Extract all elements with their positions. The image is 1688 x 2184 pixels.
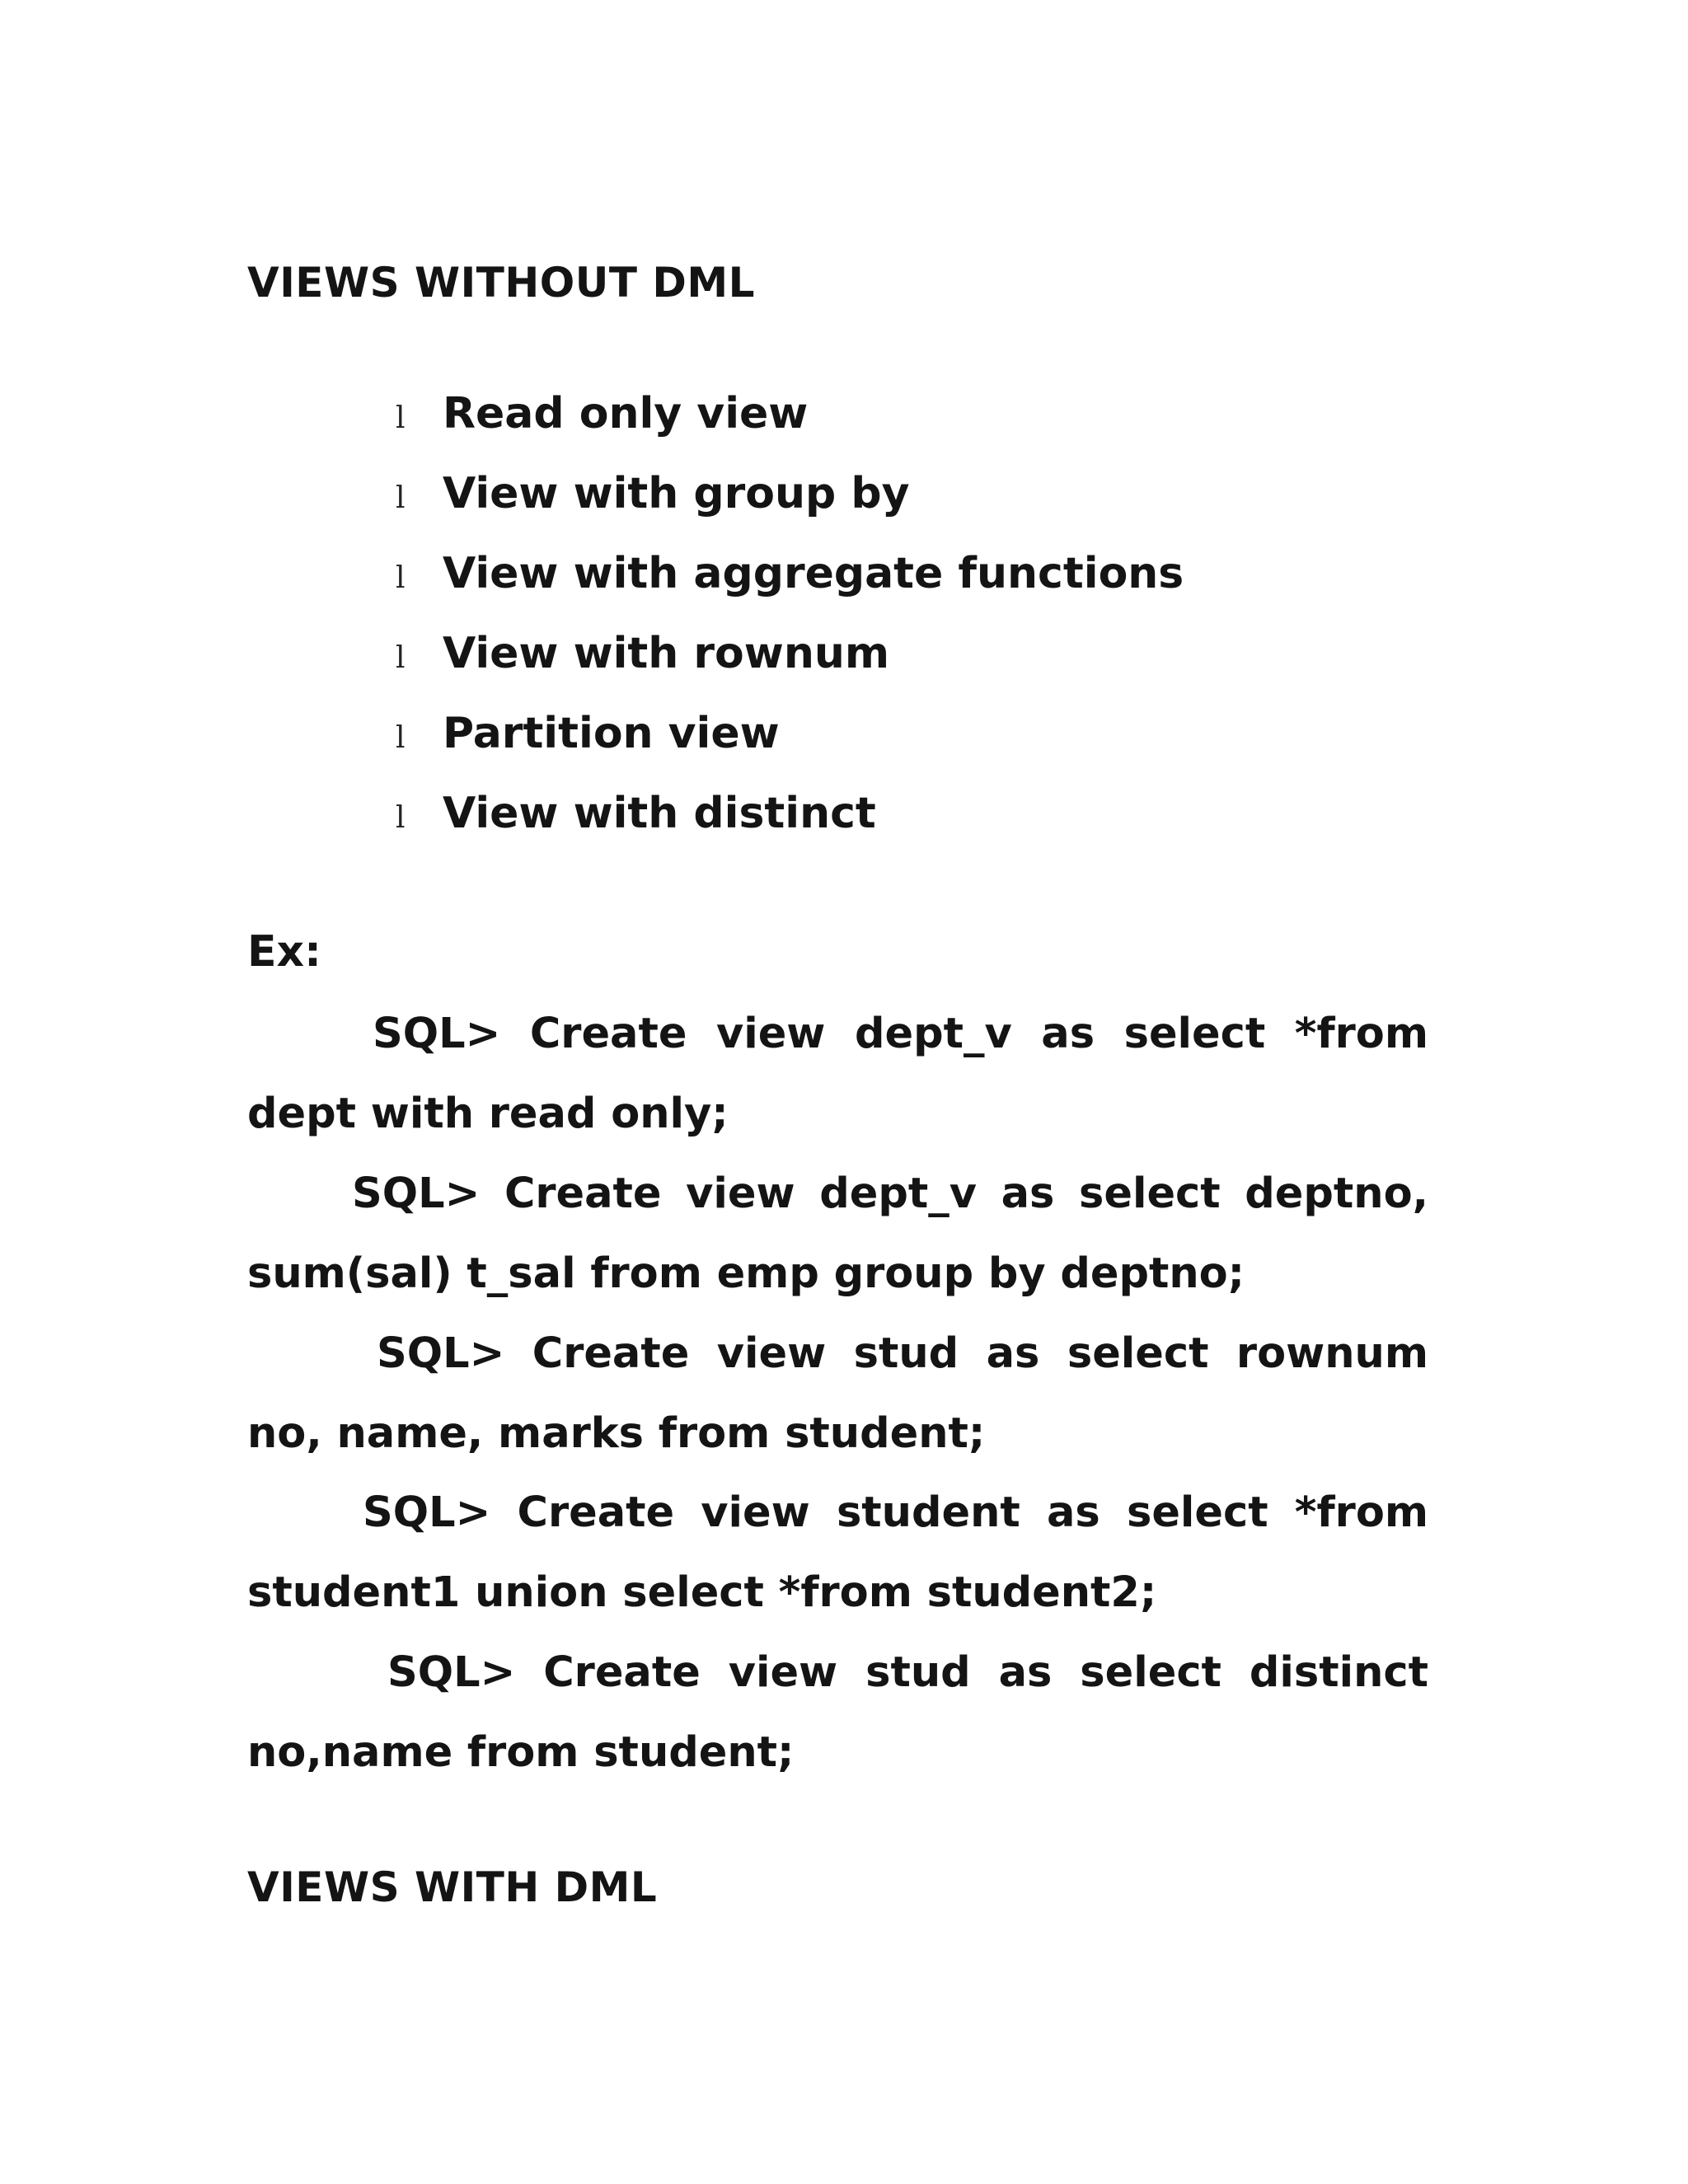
sql-line: SQL> Create view stud as select distinct <box>387 1648 1428 1697</box>
list-item <box>0 549 1688 629</box>
sql-line: SQL> Create view student as select *from <box>363 1488 1428 1537</box>
sql-line: SQL> Create view dept_v as select deptno, <box>352 1169 1428 1218</box>
sql-line: student1 union select *from student2; <box>247 1568 1157 1617</box>
list-item <box>0 389 1688 469</box>
view-types-list <box>0 389 1688 869</box>
sql-line: no,name from student; <box>247 1728 795 1777</box>
sql-example-rownum <box>247 1314 1428 1474</box>
sql-line: no, name, marks from student; <box>247 1409 986 1458</box>
list-item-text: Partition view <box>443 709 780 758</box>
bullet-icon: l <box>396 561 406 595</box>
sql-example-group-by <box>247 1154 1428 1314</box>
list-item-text: View with group by <box>443 469 910 518</box>
bullet-icon: l <box>396 481 406 515</box>
section-heading-views-without-dml: VIEWS WITHOUT DML <box>247 259 755 307</box>
sql-example-read-only <box>247 994 1428 1154</box>
section-heading-views-with-dml: VIEWS WITH DML <box>247 1863 658 1911</box>
bullet-icon: l <box>396 401 406 435</box>
list-item <box>0 469 1688 549</box>
example-label: Ex: <box>247 927 321 977</box>
list-item-text: View with distinct <box>443 789 876 838</box>
list-item <box>0 629 1688 709</box>
sql-example-partition <box>247 1473 1428 1633</box>
bullet-icon: l <box>396 721 406 755</box>
bullet-icon: l <box>396 641 406 675</box>
sql-line: dept with read only; <box>247 1090 729 1138</box>
sql-line: sum(sal) t_sal from emp group by deptno; <box>247 1249 1245 1298</box>
bullet-icon: l <box>396 801 406 835</box>
sql-line: SQL> Create view stud as select rownum <box>377 1329 1428 1378</box>
sql-example-distinct <box>247 1633 1428 1793</box>
list-item-text: View with rownum <box>443 629 890 678</box>
sql-line: SQL> Create view dept_v as select *from <box>373 1010 1428 1058</box>
list-item <box>0 709 1688 789</box>
list-item-text: Read only view <box>443 389 809 438</box>
list-item <box>0 789 1688 869</box>
list-item-text: View with aggregate functions <box>443 549 1184 598</box>
